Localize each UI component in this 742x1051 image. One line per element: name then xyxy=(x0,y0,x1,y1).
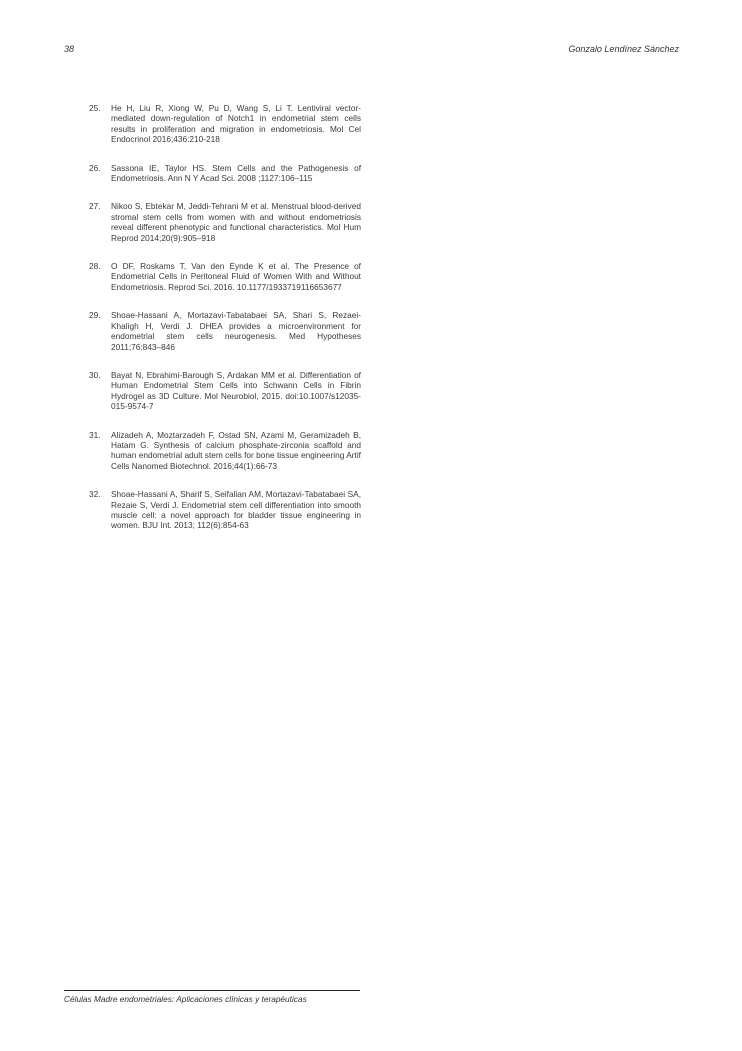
reference-text: Nikoo S, Ebtekar M, Jeddi-Tehrani M et al. Menstrual blood-derived stromal stem cells from women with and without endometriosis reveal different phenotypic and functional characteristics. Mol Hum Reprod 2014;20(9):905–918 xyxy=(111,201,361,243)
reference-list xyxy=(89,103,361,549)
reference-number: 30. xyxy=(89,369,101,380)
reference-item xyxy=(89,310,361,352)
reference-number: 28. xyxy=(89,261,101,272)
reference-item xyxy=(89,370,361,412)
reference-number: 29. xyxy=(89,310,101,321)
reference-text: Alizadeh A, Moztarzadeh F, Ostad SN, Azami M, Geramizadeh B, Hatam G. Synthesis of calcium phosphate-zirconia scaffold and human endometrial adult stem cells for bone tissue engineering Artif Cells Nanomed Biotechnol. 2016;44(1):66-73 xyxy=(111,429,361,471)
reference-number: 27. xyxy=(89,201,101,212)
reference-text: O DF, Roskams T, Van den Eynde K et al. The Presence of Endometrial Cells in Peritoneal Fluid of Women With and Without Endometriosis. Reprod Sci. 2016. 10.1177/1933719116653677 xyxy=(111,261,361,292)
reference-item xyxy=(89,430,361,472)
page-number: 38 xyxy=(64,44,75,54)
reference-item xyxy=(89,489,361,531)
reference-text: Shoae-Hassani A, Sharif S, Seifalian AM, Mortazavi-Tabatabaei SA, Rezaie S, Verdi J. Endometrial stem cell differentiation into smooth muscle cell: a novel approach for bladder tissue engineering in women. BJU Int. 2013; 112(6):854-63 xyxy=(111,489,361,531)
reference-number: 26. xyxy=(89,162,101,173)
footer-divider xyxy=(64,990,360,991)
reference-text: Bayat N, Ebrahimi-Barough S, Ardakan MM et al. Differentiation of Human Endometrial Stem Cells into Schwann Cells in Fibrin Hydrogel as 3D Culture. Mol Neurobiol, 2015. doi:10.1007/s12035-015-9574-7 xyxy=(111,369,361,412)
reference-text: Sassona IE, Taylor HS. Stem Cells and the Pathogenesis of Endometriosis. Ann N Y Acad Sci. 2008 ;1127:106–115 xyxy=(111,162,361,184)
reference-item xyxy=(89,103,361,145)
reference-text: Shoae-Hassani A, Mortazavi-Tabatabaei SA, Shari S, Rezaei-Khaligh H, Verdi J. DHEA provides a microenvironment for endometrial stem cells neurogenesis. Med Hypotheses 2011;76:843–846 xyxy=(111,310,361,352)
reference-text: He H, Liu R, Xiong W, Pu D, Wang S, Li T. Lentiviral vector-mediated down-regulation of Notch1 in endometrial stem cells results in proliferation and migration in endometriosis. Mol Cel Endocrinol 2016;436:210-218 xyxy=(111,103,361,145)
reference-item xyxy=(89,163,361,184)
reference-number: 32. xyxy=(89,489,101,500)
reference-item xyxy=(89,201,361,243)
reference-number: 31. xyxy=(89,429,101,440)
reference-item xyxy=(89,261,361,292)
footer-book-title: Células Madre endometriales: Aplicaciones clínicas y terapéuticas xyxy=(64,994,307,1004)
running-header-author: Gonzalo Lendínez Sánchez xyxy=(568,44,679,54)
reference-number: 25. xyxy=(89,103,101,113)
